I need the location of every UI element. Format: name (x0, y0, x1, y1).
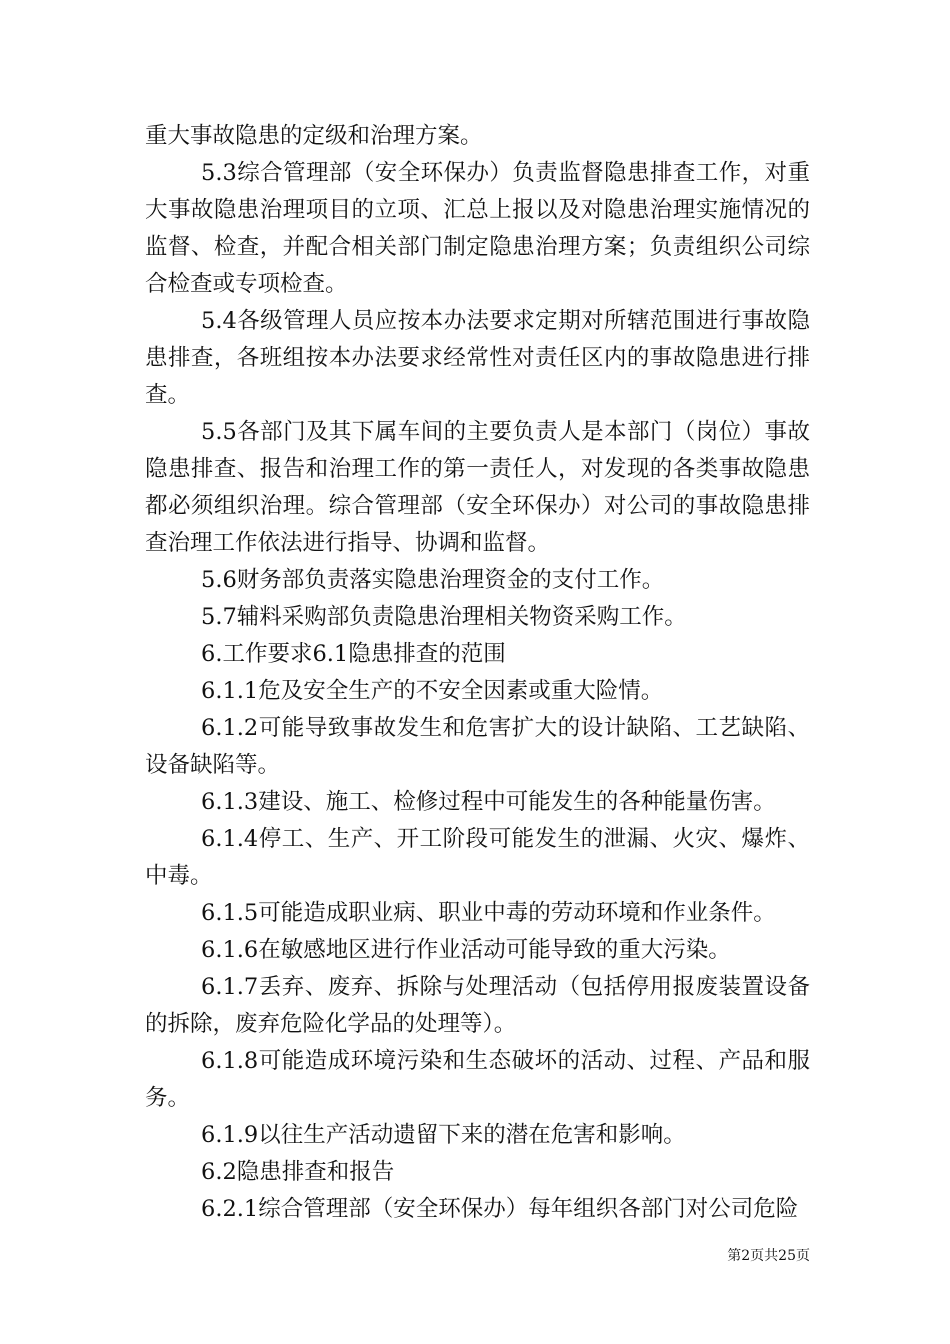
paragraph-5-6: 5.6财务部负责落实隐患治理资金的支付工作。 (201, 567, 665, 593)
page-number-footer: 第2页共25页 (727, 1248, 810, 1264)
paragraph-6-1-8: 6.1.8可能造成环境污染和生态破坏的活动、过程、产品和服务。 (145, 1048, 810, 1111)
paragraph-6-1-5: 6.1.5可能造成职业病、职业中毒的劳动环境和作业条件。 (201, 900, 776, 926)
paragraph-5-3: 5.3综合管理部（安全环保办）负责监督隐患排查工作，对重大事故隐患治理项目的立项、汇总上报以及对隐患治理实施情况的监督、检查，并配合相关部门制定隐患治理方案；负责组织公司综合检查或专项检查。 (145, 160, 810, 297)
paragraph-6-2-heading: 6.2隐患排查和报告 (201, 1159, 395, 1185)
paragraph-6-1-1: 6.1.1危及安全生产的不安全因素或重大险情。 (201, 678, 664, 704)
document-body (145, 118, 810, 1228)
paragraph-6-1-7: 6.1.7丢弃、废弃、拆除与处理活动（包括停用报废装置设备的拆除，废弃危险化学品的处理等）。 (145, 974, 810, 1037)
paragraph-6-1-3: 6.1.3建设、施工、检修过程中可能发生的各种能量伤害。 (201, 789, 776, 815)
paragraph-continuation: 重大事故隐患的定级和治理方案。 (145, 123, 483, 149)
paragraph-6-1-4: 6.1.4停工、生产、开工阶段可能发生的泄漏、火灾、爆炸、中毒。 (145, 826, 810, 889)
paragraph-5-5: 5.5各部门及其下属车间的主要负责人是本部门（岗位）事故隐患排查、报告和治理工作的第一责任人，对发现的各类事故隐患都必须组织治理。综合管理部（安全环保办）对公司的事故隐患排查治理工作依法进行指导、协调和监督。 (145, 419, 810, 556)
paragraph-6-1-2: 6.1.2可能导致事故发生和危害扩大的设计缺陷、工艺缺陷、设备缺陷等。 (145, 715, 810, 778)
paragraph-6-1-9: 6.1.9以往生产活动遗留下来的潜在危害和影响。 (201, 1122, 686, 1148)
paragraph-6-heading: 6.工作要求6.1隐患排查的范围 (201, 641, 506, 667)
paragraph-5-7: 5.7辅料采购部负责隐患治理相关物资采购工作。 (201, 604, 687, 630)
paragraph-5-4: 5.4各级管理人员应按本办法要求定期对所辖范围进行事故隐患排查，各班组按本办法要求经常性对责任区内的事故隐患进行排查。 (145, 308, 810, 408)
paragraph-6-2-1: 6.2.1综合管理部（安全环保办）每年组织各部门对公司危险 (201, 1196, 799, 1222)
paragraph-6-1-6: 6.1.6在敏感地区进行作业活动可能导致的重大污染。 (201, 937, 731, 963)
